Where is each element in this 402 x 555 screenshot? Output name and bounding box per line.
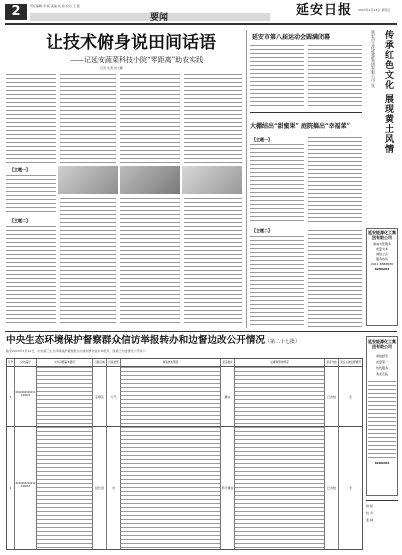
right-article-1-col-1: [250, 45, 304, 109]
table-cell-issue: [37, 367, 93, 426]
masthead-rule: [5, 23, 397, 25]
lead-subhead: ——记延安蔬菜科技小院“零距离”助农实践: [70, 56, 204, 64]
newspaper-logo: 延安日报: [296, 3, 353, 18]
page-number-badge: [5, 4, 27, 20]
table-cell-code: X610000202212190023: [15, 367, 37, 426]
side-banner: [366, 30, 398, 220]
ad-box-2: [366, 336, 398, 496]
table-header-cell: 交办编号: [15, 359, 37, 366]
table-header-cell: 污染类型: [107, 359, 121, 366]
ad-box-1-line: 0911-8888888: [370, 262, 394, 266]
table-header-cell: 是否属实: [221, 359, 235, 366]
ad-box-2-line: 热忱服务: [375, 366, 388, 370]
right-article-1-col-2: [308, 45, 362, 109]
table-cell-verified: 部分属实: [221, 427, 235, 549]
table-headline: [6, 334, 366, 348]
table-cell-done: 已办结: [325, 367, 339, 426]
ad-box-2-number: 8280282: [374, 461, 390, 465]
right-article-2-col-2: [308, 137, 362, 225]
table-cell-no: 1: [7, 367, 15, 426]
report-table: [6, 358, 363, 550]
footer-info: [366, 500, 398, 550]
side-banner-sub: 延安市文化旅游集团有限公司 宣: [371, 30, 376, 88]
table-cell-no: 2: [7, 427, 15, 549]
table-cell-issue: [37, 427, 93, 549]
table-row: [7, 367, 362, 427]
table-cell-type: 水: [107, 427, 121, 549]
lead-column-3b: [120, 198, 180, 326]
right-article-1-headline: 延安市第八届运动会圆满闭幕: [252, 34, 331, 41]
ad-box-2-line: 质量第一: [375, 360, 388, 364]
lead-column-1c: [6, 226, 56, 326]
lead-column-4b: [184, 198, 242, 326]
ad-box-2-line: 欢迎莅临: [375, 372, 388, 376]
table-cell-action: [235, 367, 325, 426]
table-header-cell: 交办问题基本情况: [37, 359, 93, 366]
table-cell-region: 延长县: [93, 427, 107, 549]
table-cell-investigation: [121, 427, 221, 549]
table-header-cell: 调查核实情况: [121, 359, 221, 366]
table-headline-suffix: （第二十七批）: [265, 339, 301, 345]
ad-box-1-line: 竭诚为您服务: [372, 242, 391, 246]
table-cell-liable: 无: [348, 395, 352, 399]
lead-column-3: [120, 74, 180, 164]
ad-box-1-line: 服务热线: [375, 257, 388, 261]
page-number: 2: [11, 4, 21, 19]
ad-box-2-title: 延安能源化工集团有限公司: [368, 339, 396, 349]
table-cell-region: 宝塔区: [93, 367, 107, 426]
table-intro: 截至2023年1月12日，中央第三生态环境保护督察组交办我市群众信访举报件，现将已办结情况公开如下：: [6, 349, 149, 353]
table-cell-type: 大气: [107, 367, 121, 426]
lead-byline: 记者 张源 刘天鹏: [100, 66, 123, 70]
right-article-2-col-4: [308, 230, 362, 328]
ad-box-1-line: 诚信立企: [375, 252, 388, 256]
table-cell-verified: 属实: [221, 367, 235, 426]
right-article-separator: [250, 112, 362, 113]
ad-box-2-line: 诚信经营: [375, 354, 388, 358]
lead-photo-1: [58, 166, 118, 194]
table-header-cell: 责任人被处理情况: [340, 361, 361, 364]
editor-line: 责任编辑 李 娟 美编 汤 娟 校对 王 强: [30, 4, 80, 8]
footer-label: 排 版: [366, 504, 373, 508]
table-cell-code: X610000202212190067: [15, 427, 37, 549]
issue-date: 2023年1月13日 星期五: [358, 8, 391, 12]
ad-box-1-line: 质量为本: [375, 247, 388, 251]
lead-column-2b: [60, 198, 116, 326]
lead-headline: 让技术俯身说田间话语: [46, 33, 216, 53]
table-cell-action: [235, 427, 325, 549]
lead-photo-3: [182, 166, 242, 194]
table-cell-investigation: [121, 367, 221, 426]
footer-label: 校 对: [366, 511, 373, 515]
lead-column-4: [184, 74, 242, 164]
table-top-rule: [5, 331, 397, 332]
lead-column-1: [6, 74, 56, 164]
section-title: 要闻: [150, 12, 169, 22]
lead-column-2: [60, 74, 116, 164]
table-header-row: [7, 359, 362, 367]
ad-box-1-number: 8280282: [374, 267, 390, 271]
ad-box-1: [366, 228, 398, 326]
table-header-cell: 处理和整改情况: [235, 359, 325, 366]
table-row: [7, 427, 362, 549]
right-article-2-col-3: [250, 236, 304, 328]
ad-box-2-body: [368, 381, 396, 461]
masthead: [0, 0, 402, 26]
side-banner-slogan: 传承红色文化 展现黄土风情: [383, 30, 393, 155]
lead-column-head-2: 【主题二】: [10, 218, 30, 223]
right-article-2-headline: 大棚结出“甜蜜果” 庭院搞出“幸福菜”: [250, 123, 350, 130]
table-cell-liable: 无: [348, 486, 352, 490]
table-cell-done: 已办结: [325, 427, 339, 549]
right-article-2-head-2: 【主题二】: [252, 228, 272, 233]
ad-box-1-title: 延安能源化工集团有限公司: [368, 230, 396, 240]
lead-column-head-1: 【主题一】: [10, 167, 30, 172]
footer-label: 监 制: [366, 518, 373, 522]
lead-column-1b: [6, 175, 56, 215]
right-article-2-col-1: [250, 144, 304, 224]
lead-photo-2: [120, 166, 180, 194]
table-header-cell: 是否办结: [325, 359, 339, 366]
lead-right-divider: [246, 30, 247, 328]
right-article-2-head-1: 【主题一】: [252, 137, 272, 142]
table-header-cell: 序号: [7, 361, 14, 364]
table-header-cell: 行政区域: [93, 359, 107, 366]
table-headline-main: 中央生态环境保护督察群众信访举报转办和边督边改公开情况: [6, 335, 266, 346]
